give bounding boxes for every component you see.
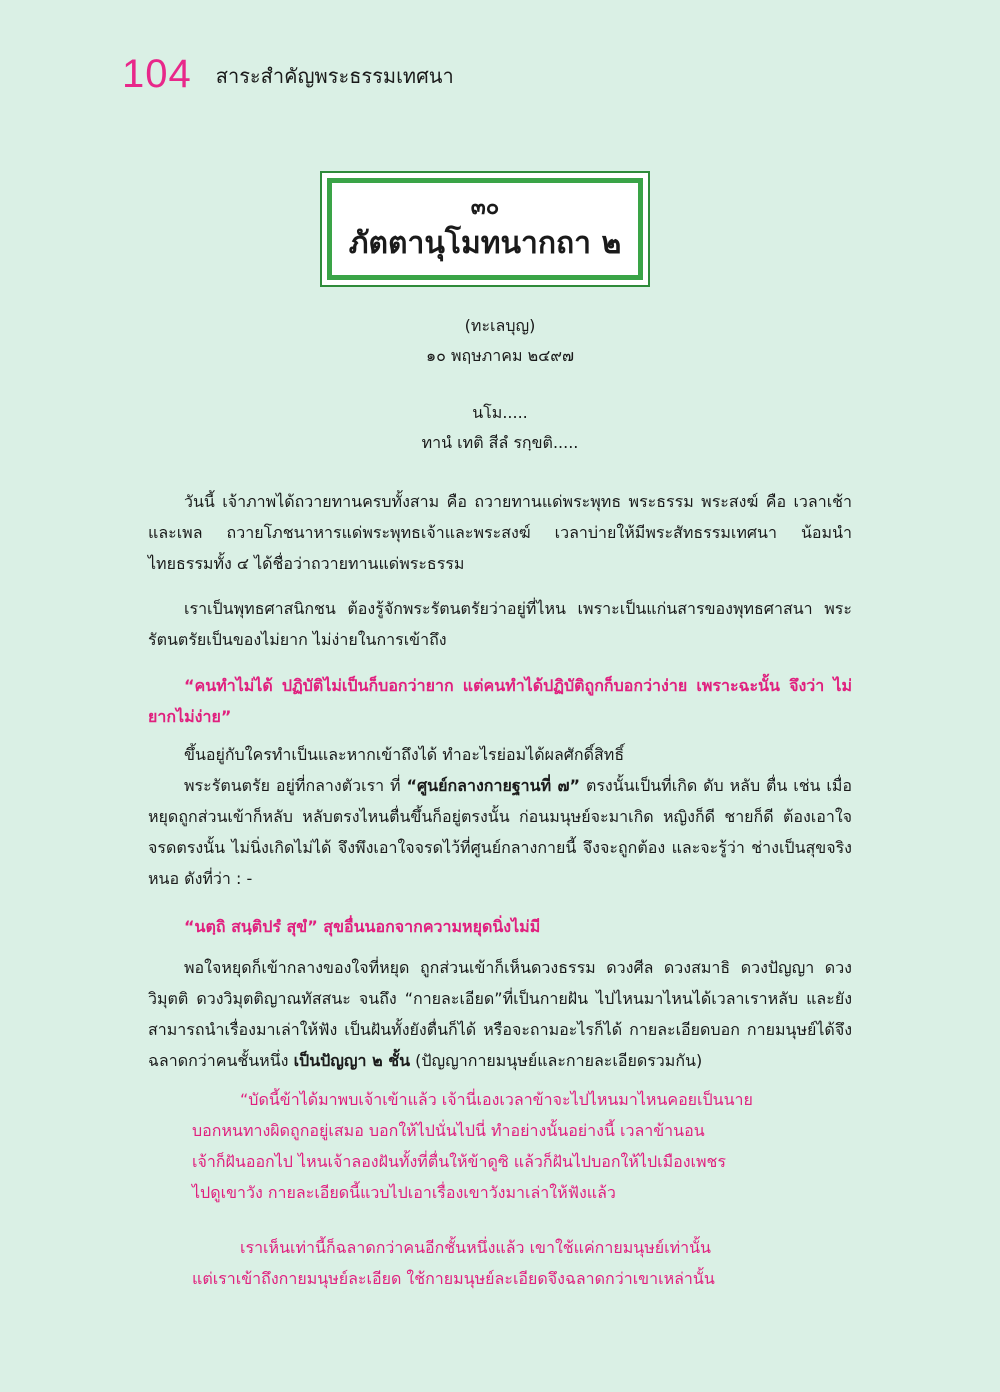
quote-2-line: แต่เราเข้าถึงกายมนุษย์ละเอียด ใช้กายมนุษย์ละเอียดจึงฉลาดกว่าเขาเหล่านั้น (192, 1269, 715, 1288)
paragraph-6-pali: “นตฺถิ สนฺติปรํ สุขํ” สุขอื่นนอกจากความหยุดนิ่งไม่มี (184, 917, 541, 936)
invocation-block (0, 398, 1000, 458)
paragraph-1: วันนี้ เจ้าภาพได้ถวายทานครบทั้งสาม คือ ถวายทานแด่พระพุทธ พระธรรม พระสงฆ์ คือ เวลาเช้าและเพล ถวายโภชนาหารแด่พระพุทธเจ้าและพระสงฆ์ เวลาบ่ายให้มีพระสัทธรรมเทศนา น้อมนำไทยธรรมทั้ง ๔ ได้ชื่อว่าถวายทานแด่พระธรรม (148, 492, 852, 573)
paragraph-4: ขึ้นอยู่กับใครทำเป็นและหากเข้าถึงได้ ทำอะไรย่อมได้ผลศักดิ์สิทธิ์ (184, 745, 625, 764)
quote-block-2 (192, 1232, 784, 1294)
chapter-title: ภัตตานุโมทนากถา ๒ (348, 226, 622, 261)
quote-1-line: บอกหนทางผิดถูกอยู่เสมอ บอกให้ไปนั่นไปนี่ ทำอย่างนั้นอย่างนี้ เวลาข้านอน (192, 1121, 705, 1140)
quote-1-line: “บัดนี้ข้าได้มาพบเจ้าเข้าแล้ว เจ้านี่เองเวลาข้าจะไปไหนมาไหนคอยเป็นนาย (240, 1090, 753, 1109)
occasion-name: (ทะเลบุญ) (464, 316, 536, 335)
running-title: สาระสำคัญพระธรรมเทศนา (215, 64, 454, 88)
paragraph-5-text-a: พระรัตนตรัย อยู่ที่กลางตัวเรา ที่ (184, 776, 407, 795)
quote-1-line: เจ้าก็ฝันออกไป ไหนเจ้าลองฝันทั้งที่ตื่นให้ข้าดูซิ แล้วก็ฝันไปบอกให้ไปเมืองเพชร (192, 1152, 726, 1171)
paragraph-7-text-a: พอใจหยุดก็เข้ากลางของใจที่หยุด ถูกส่วนเข้าก็เห็นดวงธรรม ดวงศีล ดวงสมาธิ ดวงปัญญา ดวงวิมุตติ ดวงวิมุตติญาณทัสสนะ จนถึง “กายละเอียด”ที่เป็นกายฝัน ไปไหนมาไหนได้เวลาเราหลับ และยังสามารถนำเรื่องมาเล่าให้ฟัง เป็นฝันทั้งยังตื่นก็ได้ หรือจะถามอะไรก็ได้ กายละเอียดบอก กายมนุษย์ได้จึงฉลาดกว่าคนชั้นหนึ่ง (148, 958, 852, 1070)
invocation-line-1: นโม..... (472, 403, 528, 422)
chapter-title-frame (327, 178, 643, 280)
occasion-block (0, 311, 1000, 371)
chapter-number: ๓๐ (470, 195, 500, 220)
chapter-title-box (320, 171, 650, 287)
occasion-date: ๑๐ พฤษภาคม ๒๔๙๗ (425, 346, 575, 365)
paragraph-7-text-b: (ปัญญากายมนุษย์และกายละเอียดรวมกัน) (410, 1051, 703, 1070)
paragraph-3-emphasis: “คนทำไม่ได้ ปฏิบัติไม่เป็นก็บอกว่ายาก แต่คนทำได้ปฏิบัติถูกก็บอกว่าง่าย เพราะฉะนั้น จึงว่า ไม่ยากไม่ง่าย” (148, 676, 853, 726)
paragraph-5-bold: “ศูนย์กลางกายฐานที่ ๗” (406, 776, 581, 795)
paragraph-2: เราเป็นพุทธศาสนิกชน ต้องรู้จักพระรัตนตรัยว่าอยู่ที่ไหน เพราะเป็นแก่นสารของพุทธศาสนา พระรัตนตรัยเป็นของไม่ยาก ไม่ง่ายในการเข้าถึง (148, 599, 852, 649)
paragraph-5-text-b: ตรงนั้นเป็นที่เกิด ดับ หลับ ตื่น เช่น เมื่อหยุดถูกส่วนเข้าก็หลับ หลับตรงไหนตื่นขึ้นก็อยู่ตรงนั้น ก่อนมนุษย์จะมาเกิด หญิงก็ดี ชายก็ดี ต้องเอาใจจรดตรงนั้น ไม่นิ่งเกิดไม่ได้ จึงพึงเอาใจจรดไว้ที่ศูนย์กลางกายนี้ จึงจะถูกต้อง และจะรู้ว่า ช่างเป็นสุขจริงหนอ ดังที่ว่า : - (148, 776, 853, 888)
quote-block-1 (192, 1084, 784, 1208)
paragraph-7 (148, 952, 852, 1076)
invocation-line-2: ทานํ เทติ สีลํ รกฺขติ..... (421, 433, 579, 452)
page-header (122, 52, 454, 97)
page-number: 104 (122, 52, 192, 96)
paragraph-5 (148, 770, 852, 894)
paragraph-7-bold: เป็นปัญญา ๒ ชั้น (293, 1051, 411, 1070)
quote-1-line: ไปดูเขาวัง กายละเอียดนี้แวบไปเอาเรื่องเขาวังมาเล่าให้ฟังแล้ว (192, 1183, 616, 1202)
quote-2-line: เราเห็นเท่านี้ก็ฉลาดกว่าคนอีกชั้นหนึ่งแล้ว เขาใช้แค่กายมนุษย์เท่านั้น (240, 1238, 711, 1257)
